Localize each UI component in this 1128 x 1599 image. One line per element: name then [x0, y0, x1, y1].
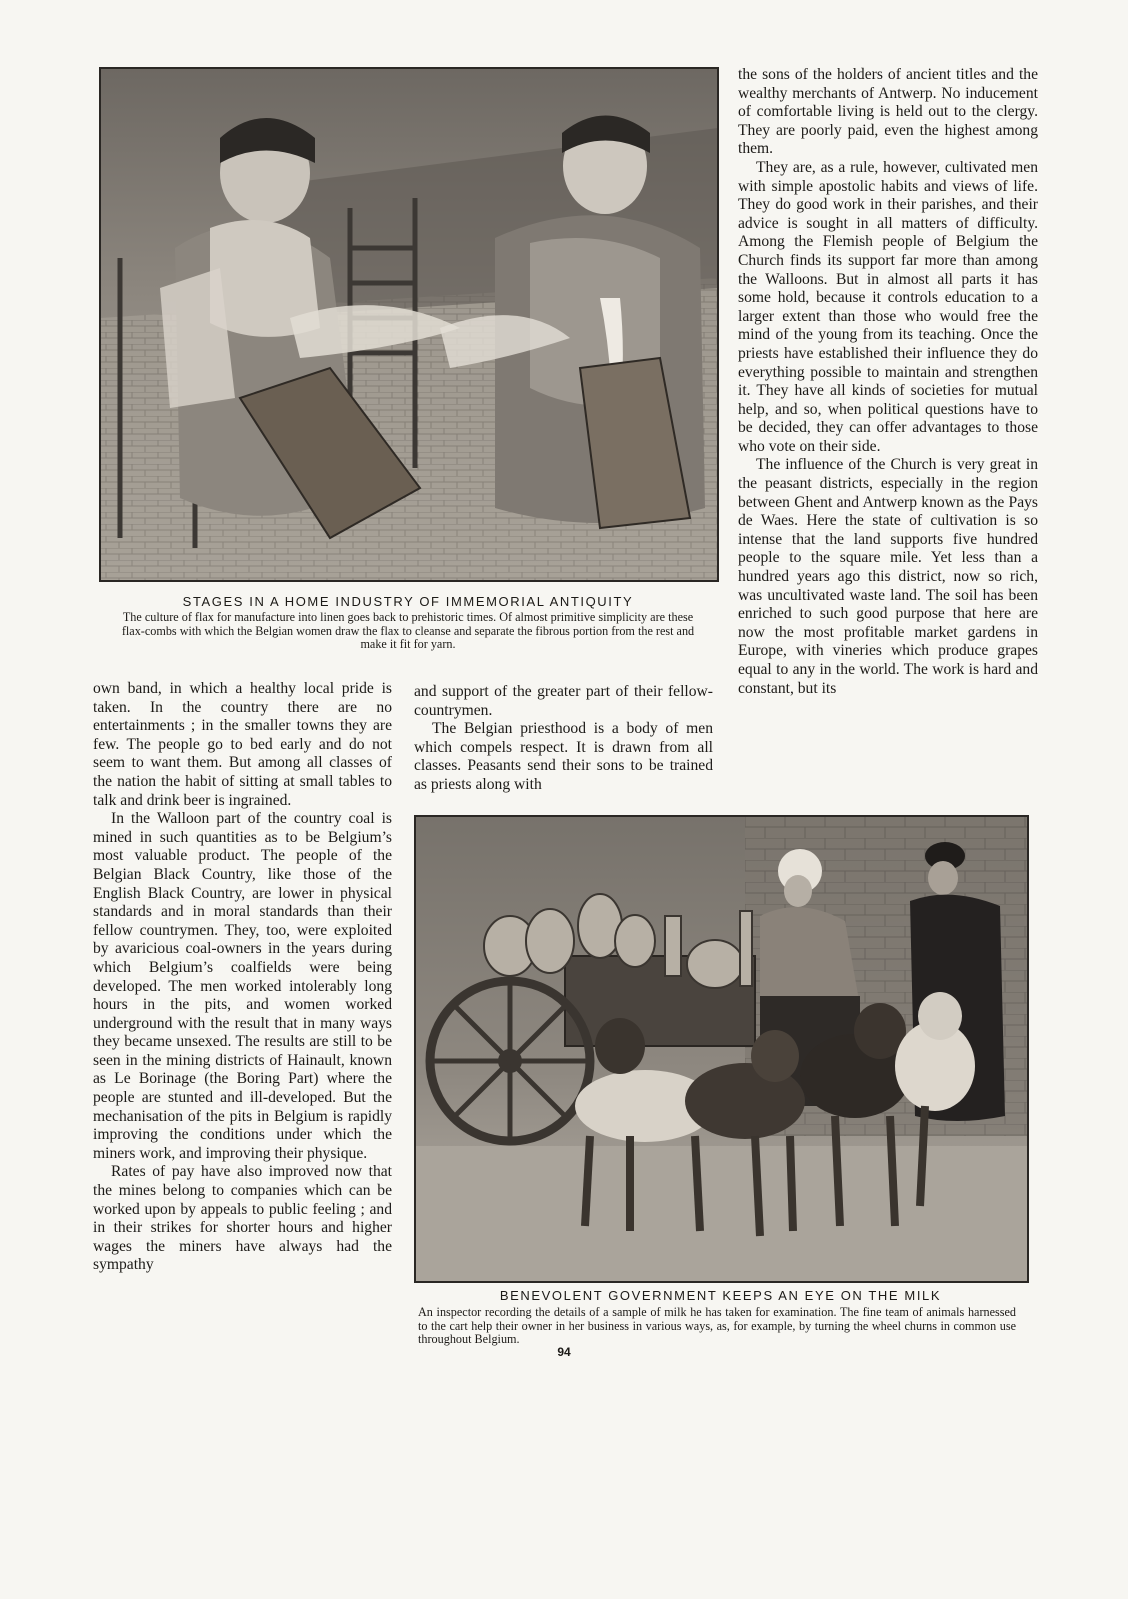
paragraph: and support of the greater part of their fellow-countrymen.: [414, 683, 713, 719]
middle-column-text: [414, 683, 713, 795]
paragraph: The Belgian priesthood is a body of men which compels respect. It is drawn from all classes. Peasants send their sons to be trained as priests along with: [414, 720, 713, 793]
left-column-text: [93, 680, 392, 1275]
bottom-figure-caption-title: BENEVOLENT GOVERNMENT KEEPS AN EYE ON THE MILK: [499, 1288, 942, 1303]
top-figure-caption-text: The culture of flax for manufacture into linen goes back to prehistoric times. Of almost primitive simplicity are these flax-combs with which the Belgian women draw the flax to cleanse and separate the fibrous portion from the rest and make it fit for yarn.: [121, 610, 695, 652]
right-column-text: [738, 66, 1038, 698]
paragraph: Rates of pay have also improved now that the mines belong to companies which can be worked upon by appeals to public feeling ; and in their strikes for shorter hours and higher wages the miners have always had the sympathy: [93, 1163, 392, 1274]
milk-cart-dogs-photo: [414, 815, 1029, 1283]
page-number: 94: [557, 1345, 571, 1359]
flax-combing-photo: [99, 67, 719, 582]
paragraph: They are, as a rule, however, cultivated men with simple apostolic habits and views of life. They do good work in their parishes, and their advice is sought in all matters of difficulty. Among the Flemish people of Belgium the Church finds its support far more than among the Walloons. But in almost all parts it has some hold, because it controls education to a larger extent than those who would free the mind of the young from its teaching. Once the priests have established their influence they do everything possible to maintain and strengthen it. They have all kinds of societies for mutual help, and so, when political questions have to be decided, they can offer advantages to those who vote on their side.: [738, 158, 1038, 455]
paragraph: In the Walloon part of the country coal is mined in such quantities as to be Belgium’s most valuable product. The people of the Belgian Black Country, like those of the English Black Country, are lower in physical standards and in moral standards than their fellow countrymen. They, too, were exploited by avaricious coal-owners in the years during which Belgium’s coalfields were being developed. The men worked intolerably long hours in the pits, and women worked underground with the result that in many ways they became unsexed. The results are still to be seen in the mining districts of Hainault, known as Le Borinage (the Boring Part) where the people are stunted and ill-developed. But the mechanisation of the pits in Belgium is rapidly improving the conditions under which the miners work, and improving their physique.: [93, 810, 392, 1162]
paragraph: the sons of the holders of ancient titles and the wealthy merchants of Antwerp. No inducement of comfortable living is held out to the clergy. They are poorly paid, even the highest among them.: [738, 66, 1038, 158]
paragraph: The influence of the Church is very great in the peasant districts, especially in the region between Ghent and Antwerp known as the Pays de Waes. Here the state of cultivation is so intense that the land supports five hundred people to the square mile. Yet less than a hundred years ago this district, now so rich, was uncultivated waste land. The soil has been enriched to such good purpose that here are now the most profitable market gardens in Europe, with vineries which produce grapes equal to any in the world. The work is hard and constant, but its: [738, 456, 1038, 697]
bottom-figure-caption-text: An inspector recording the details of a sample of milk he has taken for examination. The fine team of animals harnessed to the cart help their owner in her business in various ways, as, for example, by turning the wheel churns in common use throughout Belgium.: [418, 1305, 1016, 1347]
paragraph: own band, in which a healthy local pride is taken. In the country there are no entertainments ; in the smaller towns they are few. The people go to bed early and do not seem to want them. But among all classes of the nation the habit of sitting at small tables to talk and drink beer is ingrained.: [93, 680, 392, 809]
top-figure-caption-title: STAGES IN A HOME INDUSTRY OF IMMEMORIAL ANTIQUITY: [182, 594, 634, 609]
